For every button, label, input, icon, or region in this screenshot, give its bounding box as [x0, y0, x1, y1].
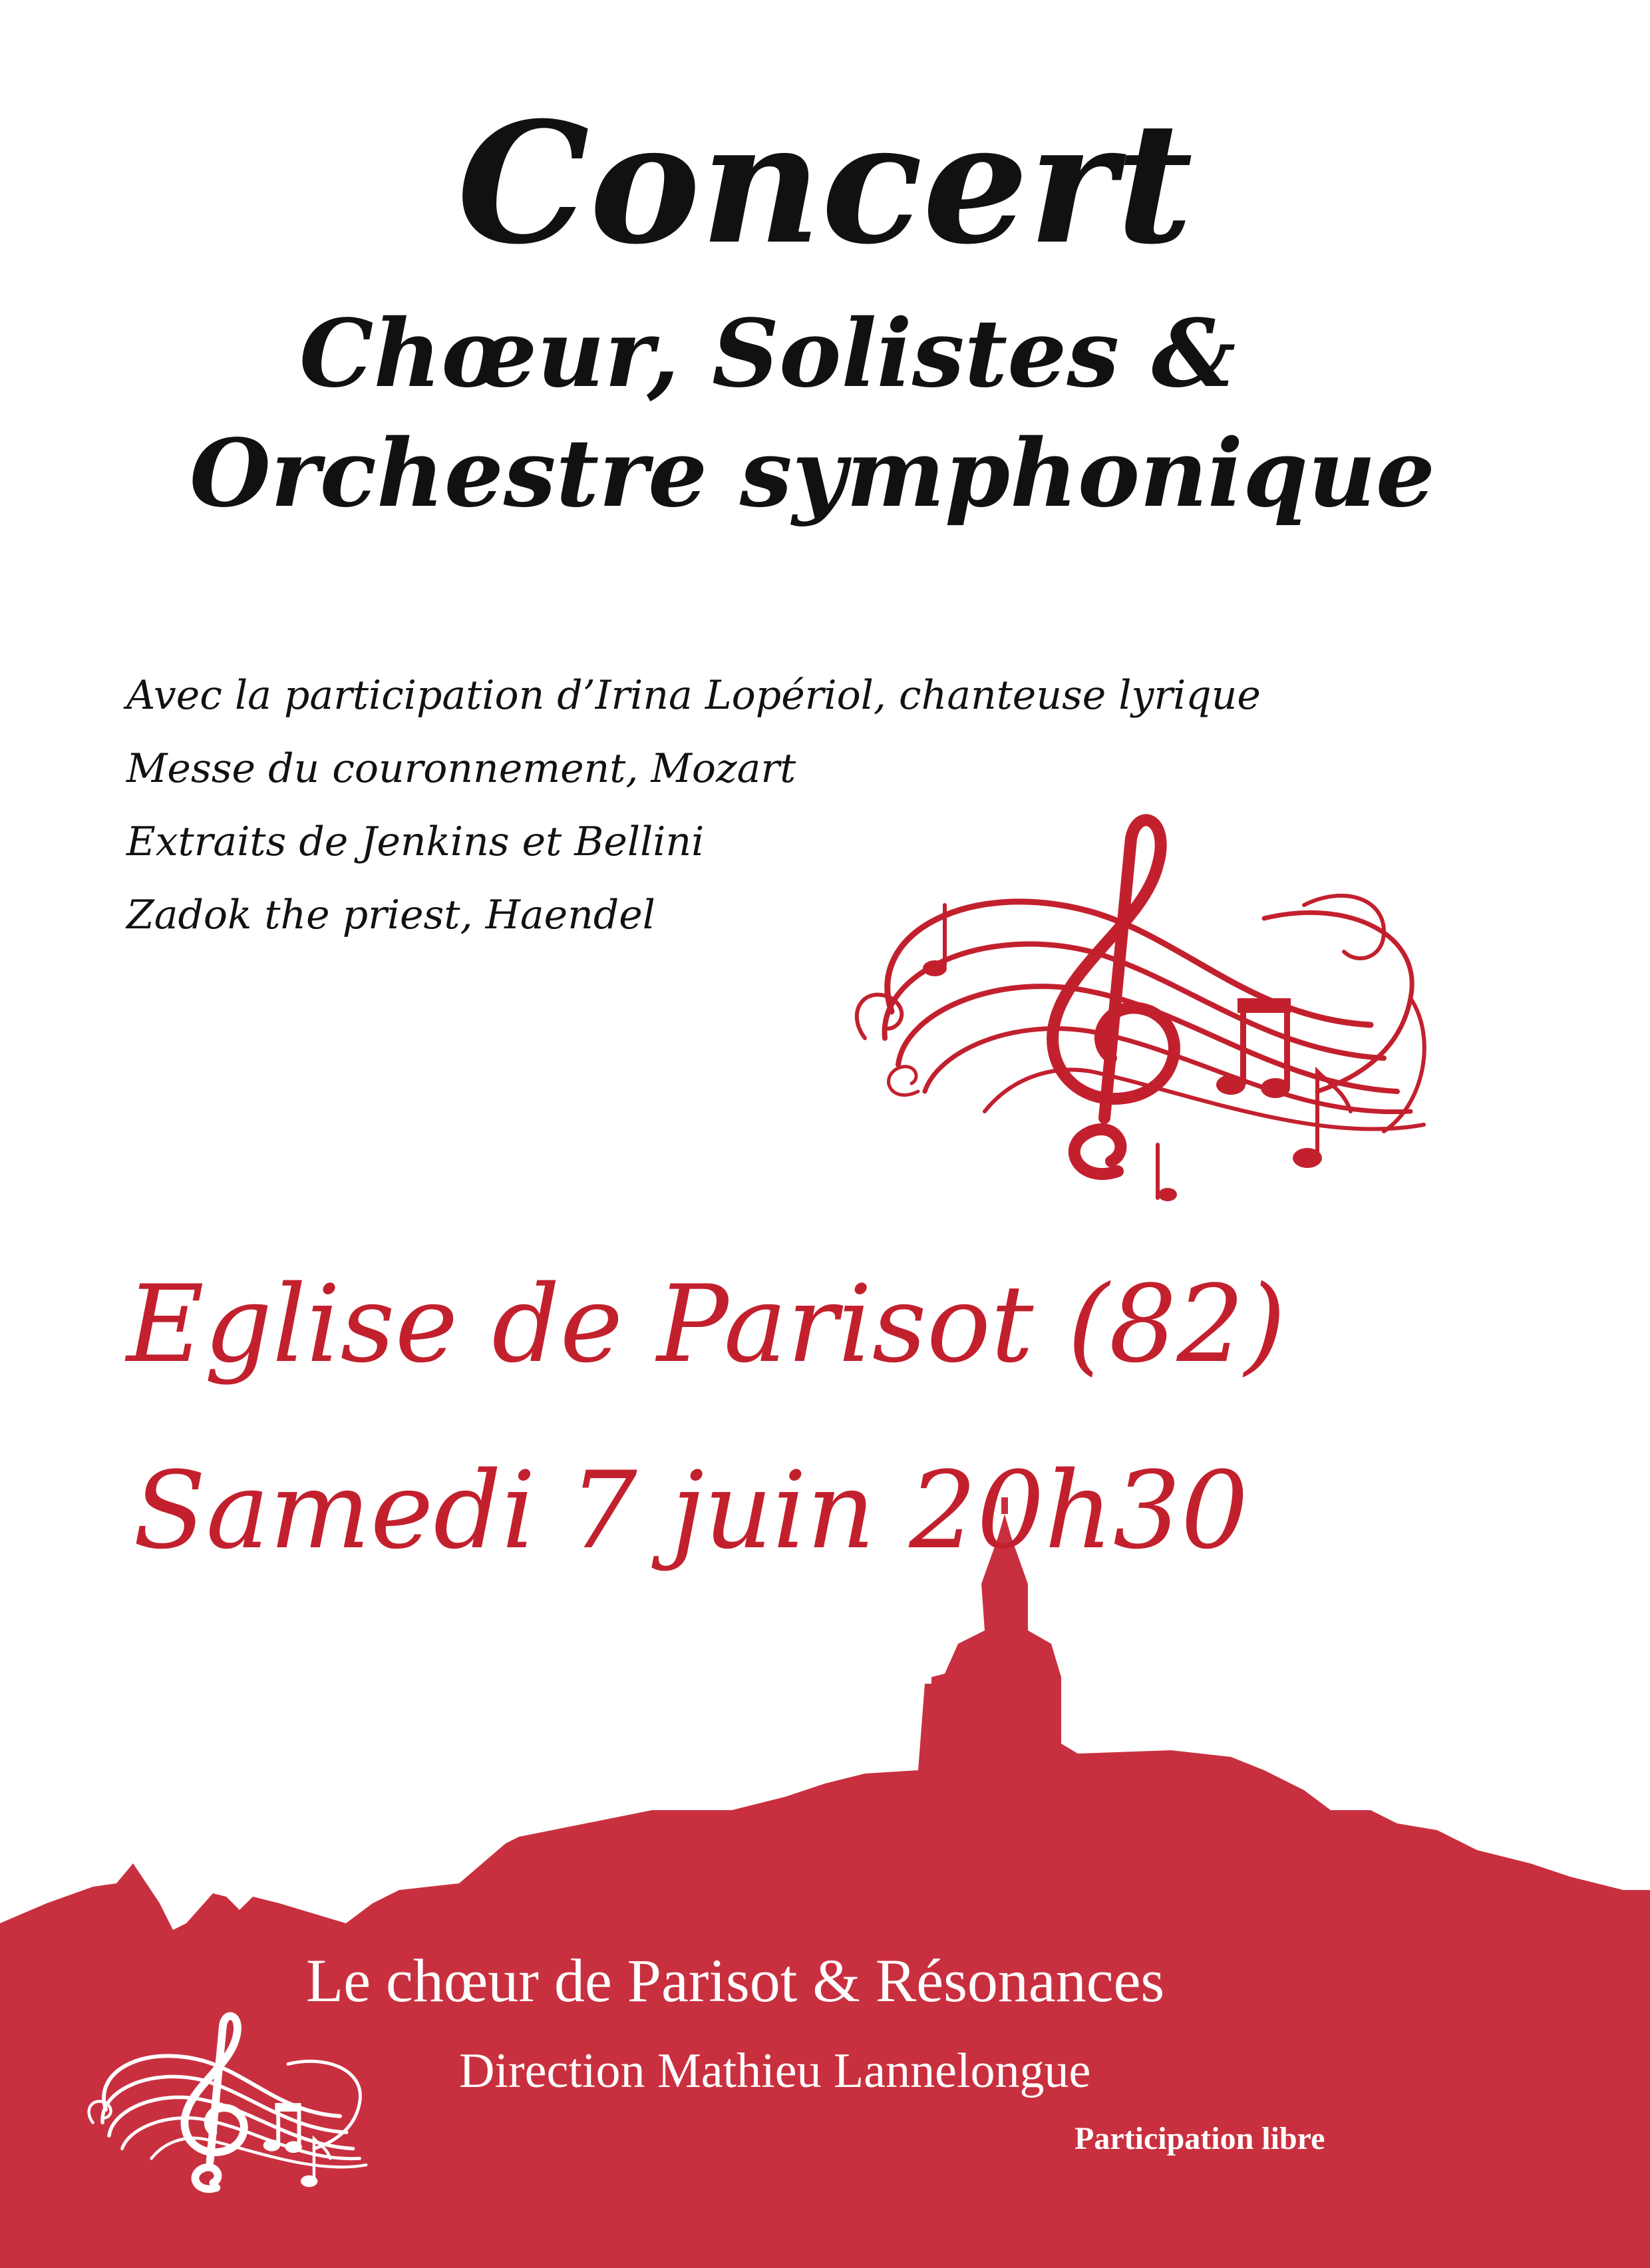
event-venue: Eglise de Parisot (82) — [126, 1262, 1286, 1386]
admission-note: Participation libre — [1074, 2121, 1325, 2156]
direction-name: Direction Mathieu Lannelongue — [459, 2044, 1091, 2098]
program-line: Messe du couronnement, Mozart — [126, 745, 796, 792]
poster-subtitle-line1: Chœur, Solistes & — [299, 299, 1236, 409]
program-line: Extraits de Jenkins et Bellini — [126, 819, 705, 865]
program-line: Avec la participation d’Irina Lopériol, chanteuse lyrique — [126, 672, 1261, 719]
poster-subtitle-line2: Orchestre symphonique — [190, 419, 1435, 528]
event-date: Samedi 7 juin 20h30 — [133, 1448, 1249, 1573]
organizers-name: Le chœur de Parisot & Résonances — [306, 1947, 1165, 2014]
treble-clef-swirl-icon — [838, 799, 1437, 1225]
program-line: Zadok the priest, Haendel — [126, 892, 655, 938]
poster-title: Concert — [457, 85, 1193, 281]
treble-clef-swirl-icon — [80, 2003, 373, 2216]
